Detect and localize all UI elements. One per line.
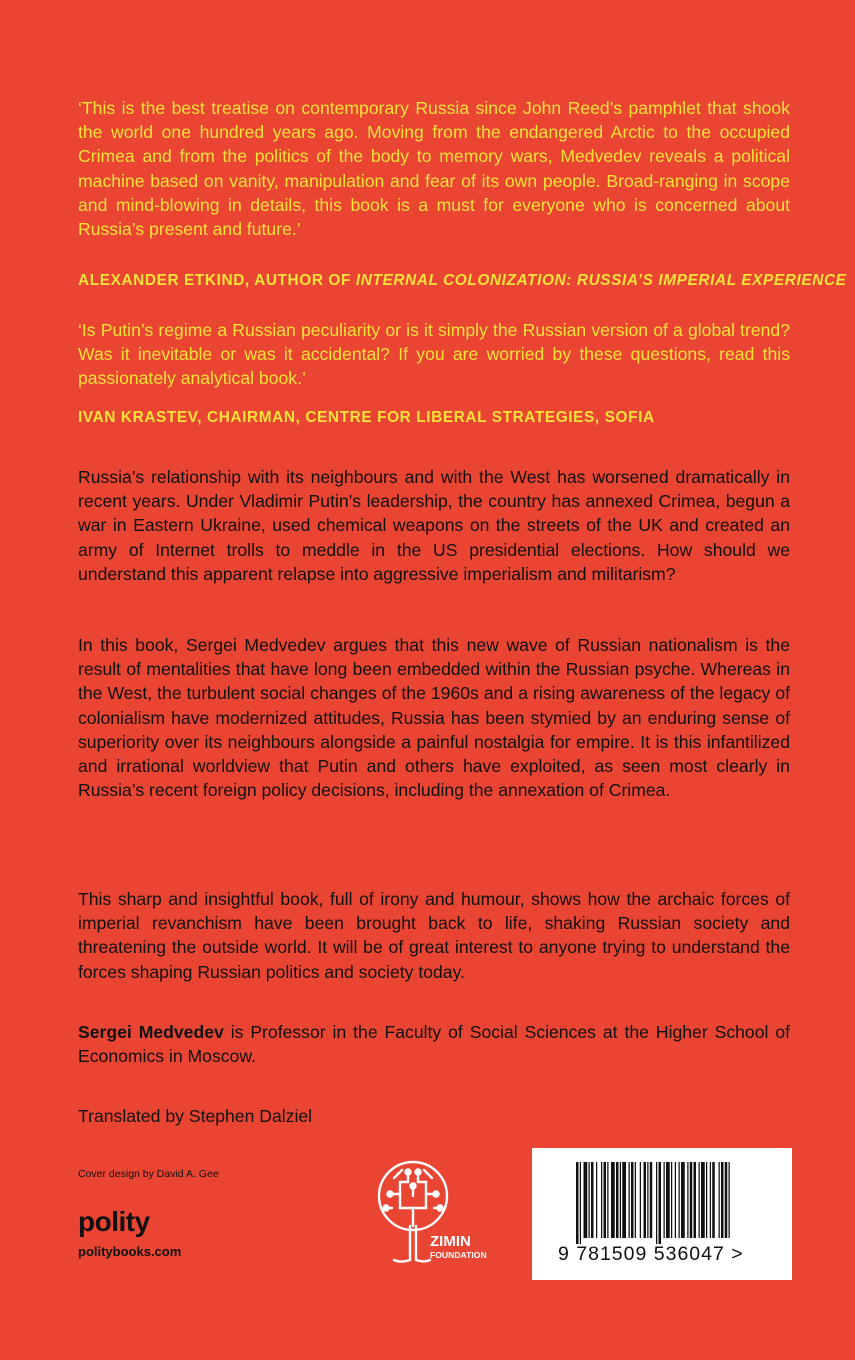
barcode-bar	[679, 1162, 680, 1238]
barcode-bar	[690, 1162, 693, 1238]
barcode-bar	[591, 1162, 594, 1238]
author-bio-text: is Professor in the Faculty of Social Sciences at the Higher School of Economics in Moscow.	[78, 1022, 790, 1067]
barcode-bar	[620, 1162, 621, 1238]
barcode-bar	[721, 1162, 724, 1238]
zimin-logo-line1: ZIMIN	[430, 1233, 471, 1250]
publisher-url: politybooks.com	[78, 1244, 182, 1259]
cover-design-credit: Cover design by David A. Gee	[78, 1168, 219, 1180]
zimin-foundation-logo	[372, 1156, 492, 1266]
description-paragraph-3: This sharp and insightful book, full of irony and humour, shows how the archaic forces of imperial revanchism have been brought back to life, shaking Russian society and threatening the outside world. It will be of great interest to anyone trying to understand the forces shaping Russian politics and society today.	[78, 889, 790, 982]
barcode-bar	[589, 1162, 590, 1238]
barcode-bar	[607, 1162, 608, 1238]
barcode-bar	[644, 1162, 647, 1238]
barcode-bar	[681, 1162, 685, 1238]
tree-logo-icon	[372, 1156, 492, 1266]
isbn-barcode	[532, 1148, 792, 1280]
publisher-logo: polity	[78, 1206, 150, 1237]
attribution-krastev: IVAN KRASTEV, CHAIRMAN, CENTRE FOR LIBERAL STRATEGIES, SOFIA	[78, 409, 655, 426]
barcode-bar	[584, 1162, 588, 1238]
barcode-bar	[687, 1162, 688, 1238]
author-bio	[78, 1020, 790, 1068]
attribution-etkind-name: ALEXANDER ETKIND, AUTHOR OF	[78, 272, 356, 289]
barcode-bar	[712, 1162, 715, 1238]
barcode-bar	[611, 1162, 615, 1238]
barcode-bar	[699, 1162, 700, 1238]
barcode-bar	[671, 1162, 672, 1238]
barcode-bar	[729, 1162, 730, 1238]
barcode-bar	[710, 1162, 711, 1238]
barcode-bar	[675, 1162, 676, 1238]
attribution-etkind-book-title: INTERNAL COLONIZATION: RUSSIA’S IMPERIAL EXPERIENCE	[355, 272, 847, 289]
barcode-bar	[631, 1162, 634, 1238]
barcode-bar	[647, 1162, 648, 1238]
quote-krastev: ‘Is Putin’s regime a Russian peculiarity or is it simply the Russian version of a global trend? Was it inevitable or was it accidental? If you are worried by these questions, read this passionately analytical book.’	[78, 320, 790, 389]
zimin-logo-line2: FOUNDATION	[430, 1250, 487, 1260]
barcode-bar	[601, 1162, 602, 1238]
barcode-bar	[694, 1162, 697, 1238]
barcode-bars	[532, 1148, 792, 1244]
barcode-bar	[640, 1162, 641, 1238]
translator-credit: Translated by Stephen Dalziel	[78, 1106, 313, 1126]
barcode-bar	[719, 1162, 720, 1238]
barcode-bar	[656, 1162, 657, 1244]
barcode-bar	[635, 1162, 636, 1238]
barcode-bar	[622, 1162, 626, 1238]
attribution-etkind	[78, 272, 847, 290]
author-name: Sergei Medvedev	[78, 1022, 224, 1042]
barcode-bar	[701, 1162, 705, 1238]
barcode-bar	[616, 1162, 619, 1238]
barcode-bar	[604, 1162, 607, 1238]
barcode-bar	[706, 1162, 707, 1238]
quote-etkind: ‘This is the best treatise on contemporary Russia since John Reed’s pamphlet that shook the world one hundred years ago. Moving from the endangered Arctic to the occupied Crimea and from the politics of the body to memory wars, Medvedev reveals a political machine based on vanity, manipulation and fear of its own people. Broad-ranging in scope and mind-blowing in details, this book is a must for everyone who is concerned about Russia’s present and future.’	[78, 98, 790, 240]
barcode-bar	[629, 1162, 630, 1238]
barcode-bar	[576, 1162, 579, 1244]
description-paragraph-2: In this book, Sergei Medvedev argues that this new wave of Russian nationalism is the result of mentalities that have long been embedded within the Russian psyche. Whereas in the West, the turbulent social changes of the 1960s and a rising awareness of the legacy of colonialism have modernized attitudes, Russia has been stymied by an enduring sense of superiority over its neighbours alongside a painful nostalgia for empire. It is this infantilized and irrational worldview that Putin and others have exploited, as seen most clearly in Russia’s recent foreign policy decisions, including the annexation of Crimea.	[78, 635, 790, 801]
barcode-bar	[666, 1162, 670, 1238]
barcode-bar	[596, 1162, 597, 1238]
barcode-bar	[580, 1162, 581, 1244]
description-paragraph-1: Russia’s relationship with its neighbours and with the West has worsened dramatically in recent years. Under Vladimir Putin’s leadership, the country has annexed Crimea, begun a war in Eastern Ukraine, used chemical weapons on the streets of the UK and created an army of Internet trolls to meddle in the US presidential elections. How should we understand this apparent relapse into aggressive imperialism and militarism?	[78, 467, 790, 584]
barcode-bar	[664, 1162, 665, 1238]
barcode-bar	[650, 1162, 653, 1238]
barcode-bar	[659, 1162, 662, 1244]
barcode-bar	[725, 1162, 728, 1238]
isbn-digits: 9 781509 536047 >	[558, 1243, 744, 1265]
